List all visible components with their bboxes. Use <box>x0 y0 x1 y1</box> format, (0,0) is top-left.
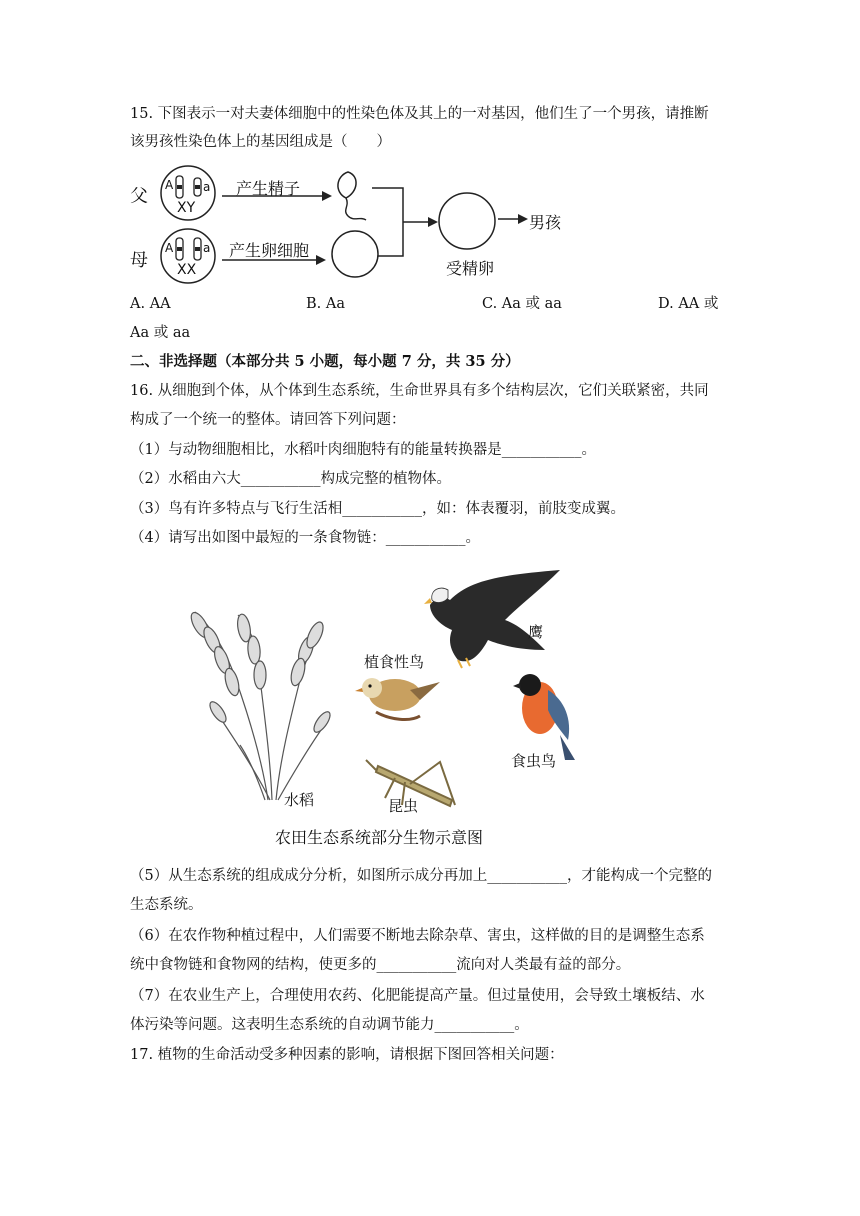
q16-stem-line1: 16. 从细胞到个体，从个体到生态系统，生命世界具有多个结构层次，它们关联紧密，共同 <box>130 383 709 399</box>
q16-part5-line2: 生态系统。 <box>130 897 203 913</box>
father-chrom-label: XY <box>177 200 196 216</box>
rice-label: 水稻 <box>284 791 315 809</box>
q17-stem: 17. 植物的生命活动受多种因素的影响，请根据下图回答相关问题： <box>130 1047 564 1063</box>
q16-part7-line1: （7）在农业生产上，合理使用农药、化肥能提高产量。但过量使用，会导致土壤板结、水 <box>130 988 705 1004</box>
q16-part3: （3）鸟有许多特点与飞行生活相___________，如：体表覆羽，前肢变成翼。 <box>130 501 625 517</box>
q16-part1: （1）与动物细胞相比，水稻叶肉细胞特有的能量转换器是___________。 <box>130 442 596 458</box>
q16-part6-line1: （6）在农作物种植过程中，人们需要不断地去除杂草、害虫，这样做的目的是调整生态系 <box>130 928 705 944</box>
boy-label: 男孩 <box>529 213 562 232</box>
eagle-illustration <box>424 570 560 668</box>
q16-part2: （2）水稻由六大___________构成完整的植物体。 <box>130 471 451 487</box>
q15-option-a[interactable]: A. AA <box>130 296 171 312</box>
father-gene-A: A <box>165 178 174 192</box>
q16-part7-line2: 体污染等问题。这表明生态系统的自动调节能力___________。 <box>130 1017 529 1033</box>
insect-label: 昆虫 <box>388 797 419 815</box>
q15-stem-line1: 15. 下图表示一对夫妻体细胞中的性染色体及其上的一对基因，他们生了一个男孩，请推断 <box>130 106 709 122</box>
insectivorous-bird-label: 食虫鸟 <box>511 752 557 770</box>
zygote-label: 受精卵 <box>446 259 495 278</box>
q15-stem-line2: 该男孩性染色体上的基因组成是（ ） <box>130 134 391 150</box>
section2-heading: 二、非选择题（本部分共 5 小题，每小题 7 分，共 35 分） <box>130 353 520 370</box>
father-gene-a: a <box>203 180 211 194</box>
insectivorous-bird-illustration <box>513 674 575 760</box>
q16-part6-line2: 统中食物链和食物网的结构，使更多的___________流向对人类最有益的部分。 <box>130 957 631 973</box>
father-label: 父 <box>130 186 148 207</box>
mother-label: 母 <box>130 250 148 271</box>
sperm-arrow-label: 产生精子 <box>236 179 301 198</box>
q16-part4: （4）请写出如图中最短的一条食物链：___________。 <box>130 530 480 546</box>
eagle-label: 鹰 <box>528 623 544 641</box>
q15-option-d-cont: Aa 或 aa <box>130 325 191 341</box>
egg-arrow-label: 产生卵细胞 <box>229 241 310 260</box>
herbivorous-bird-label: 植食性鸟 <box>364 653 425 671</box>
q15-option-d[interactable]: D. AA 或 <box>658 296 719 312</box>
q16-part5-line1: （5）从生态系统的组成成分分析，如图所示成分再加上___________，才能构成一个完整的 <box>130 868 712 884</box>
mother-gene-a: a <box>203 241 211 255</box>
herbivorous-bird-illustration <box>355 678 440 719</box>
rice-plant-illustration <box>188 610 333 800</box>
mother-chrom-label: XX <box>177 262 197 278</box>
q15-option-c[interactable]: C. Aa 或 aa <box>482 296 562 312</box>
ecosystem-caption: 农田生态系统部分生物示意图 <box>275 828 484 847</box>
mother-gene-A: A <box>165 241 174 255</box>
q16-stem-line2: 构成了一个统一的整体。请回答下列问题： <box>130 412 406 428</box>
q15-option-b[interactable]: B. Aa <box>306 296 345 312</box>
